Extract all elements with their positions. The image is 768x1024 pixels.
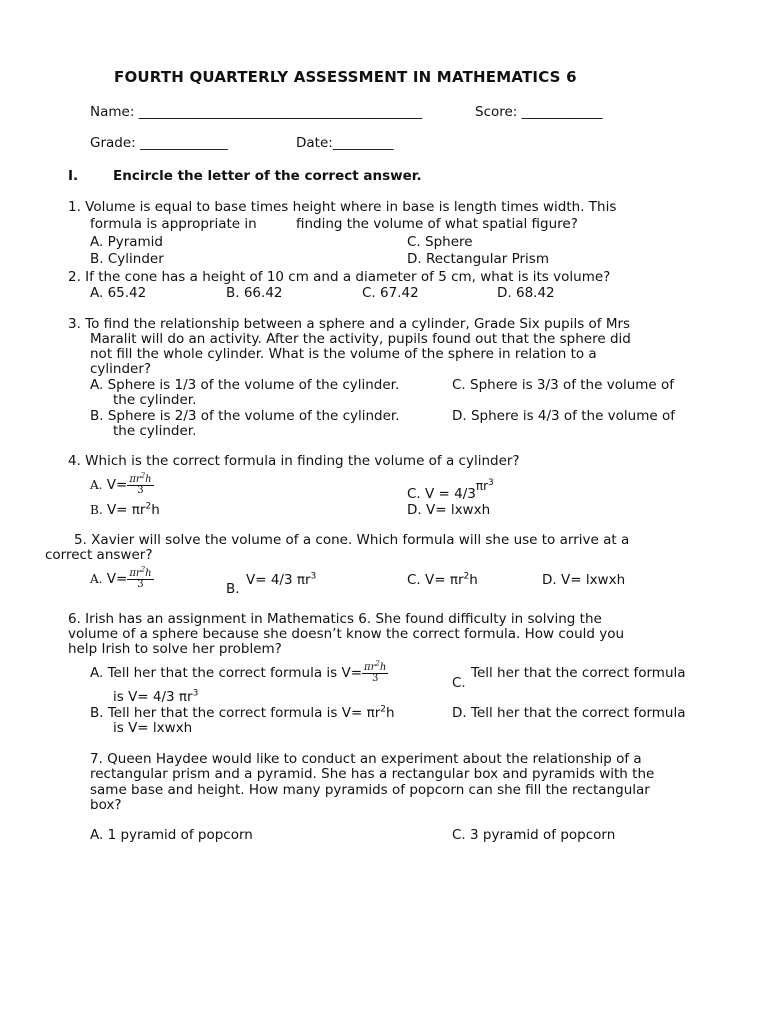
question-text: volume of a sphere because she doesn’t know the correct formula. How could you — [68, 626, 625, 642]
question-text: box? — [90, 797, 122, 813]
grade-field: Grade: _____________ — [90, 135, 228, 151]
question-text: finding the volume of what spatial figure? — [296, 216, 578, 232]
choice-c[interactable]: C. Sphere is 3/3 of the volume of — [452, 377, 675, 393]
choice-c[interactable]: Tell her that the correct formula — [471, 665, 686, 681]
choice-d[interactable]: D. Rectangular Prism — [407, 251, 549, 267]
question-text: rectangular prism and a pyramid. She has a rectangular box and pyramids with the — [90, 766, 655, 782]
choice-c-cont: is V= 4/3 $\pi r^3$ — [113, 688, 199, 705]
score-field: Score: ____________ — [475, 104, 603, 120]
fraction: $\frac{\pi r^2h}{3}$ — [364, 659, 387, 684]
section-numeral: I. — [68, 168, 79, 184]
choice-d[interactable]: D. V= lxwxh — [542, 572, 626, 588]
choice-a[interactable]: A. V= $\frac{\pi r^2h}{3}$ — [90, 565, 152, 590]
question-text: 6. Irish has an assignment in Mathematics 6. She found difficulty in solving the — [68, 611, 602, 627]
question-text: 1. Volume is equal to base times height where in base is length times width. This — [68, 199, 617, 215]
question-text: not fill the whole cylinder. What is the volume of the sphere in relation to a — [90, 346, 597, 362]
question-text: 3. To find the relationship between a sphere and a cylinder, Grade Six pupils of Mrs — [68, 316, 631, 332]
question-text: 7. Queen Haydee would like to conduct an experiment about the relationship of a — [90, 751, 642, 767]
section-instruction: Encircle the letter of the correct answer. — [113, 168, 422, 184]
choice-a[interactable]: A. Pyramid — [90, 234, 164, 250]
question-text: 2. If the cone has a height of 10 cm and a diameter of 5 cm, what is its volume? — [68, 269, 611, 285]
choice-d[interactable]: D. Sphere is 4/3 of the volume of — [452, 408, 675, 424]
question-text: cylinder? — [90, 361, 152, 377]
choice-b[interactable]: B. Cylinder — [90, 251, 164, 267]
choice-c[interactable]: C. 3 pyramid of popcorn — [452, 827, 616, 843]
formula-prefix: V= — [106, 477, 128, 493]
name-field: Name: __________________________________________ — [90, 104, 423, 120]
page-title: FOURTH QUARTERLY ASSESSMENT IN MATHEMATICS 6 — [114, 68, 577, 86]
choice-a[interactable]: A. 65.42 — [90, 285, 147, 301]
choice-a-cont: the cylinder. — [113, 392, 197, 408]
question-text: help Irish to solve her problem? — [68, 641, 282, 657]
choice-a[interactable] — [90, 471, 154, 499]
choice-b[interactable]: V= 4/3 $\pi r^3$ — [246, 571, 317, 588]
choice-b[interactable]: B. $V= \pi r^2h$ — [90, 501, 160, 518]
choice-c[interactable]: C. $V = 4/3\pi r^3$ — [407, 478, 494, 502]
question-text: 5. Xavier will solve the volume of a cone. Which formula will she use to arrive at a — [74, 532, 630, 548]
choice-b-cont: the cylinder. — [113, 423, 197, 439]
question-text: Maralit will do an activity. After the activity, pupils found out that the sphere did — [90, 331, 631, 347]
question-text: correct answer? — [45, 547, 153, 563]
choice-a[interactable]: A. 1 pyramid of popcorn — [90, 827, 253, 843]
choice-c[interactable]: C. Sphere — [407, 234, 473, 250]
choice-b[interactable]: B. Sphere is 2/3 of the volume of the cylinder. — [90, 408, 400, 424]
choice-a[interactable]: A. Sphere is 1/3 of the volume of the cylinder. — [90, 377, 400, 393]
choice-c[interactable]: C. $V= \pi r^2h$ — [407, 571, 478, 588]
choice-c[interactable]: C. 67.42 — [362, 285, 419, 301]
fraction: $\frac{\pi r^2h}{3}$ — [129, 471, 152, 496]
date-field: Date:_________ — [296, 135, 394, 151]
question-text: 4. Which is the correct formula in finding the volume of a cylinder? — [68, 453, 520, 469]
choice-b[interactable]: B. Tell her that the correct formula is $V= \pi r^2h$ — [90, 704, 395, 721]
fraction: $\frac{\pi r^2h}{3}$ — [129, 565, 152, 590]
choice-letter: A. — [90, 478, 103, 492]
choice-a[interactable]: A. Tell her that the correct formula is V= $\frac{\pi r^2h}{3}$ — [90, 659, 387, 684]
choice-d[interactable]: D. V= lxwxh — [407, 502, 491, 518]
question-text: same base and height. How many pyramids of popcorn can she fill the rectangular — [90, 782, 650, 798]
choice-b-letter[interactable]: B. — [226, 581, 240, 597]
choice-d[interactable]: D. 68.42 — [497, 285, 555, 301]
choice-b-cont: is V= lxwxh — [113, 720, 193, 736]
choice-b[interactable]: B. 66.42 — [226, 285, 283, 301]
choice-c-letter[interactable]: C. — [452, 675, 466, 691]
choice-d[interactable]: D. Tell her that the correct formula — [452, 705, 686, 721]
question-text: formula is appropriate in — [90, 216, 257, 232]
